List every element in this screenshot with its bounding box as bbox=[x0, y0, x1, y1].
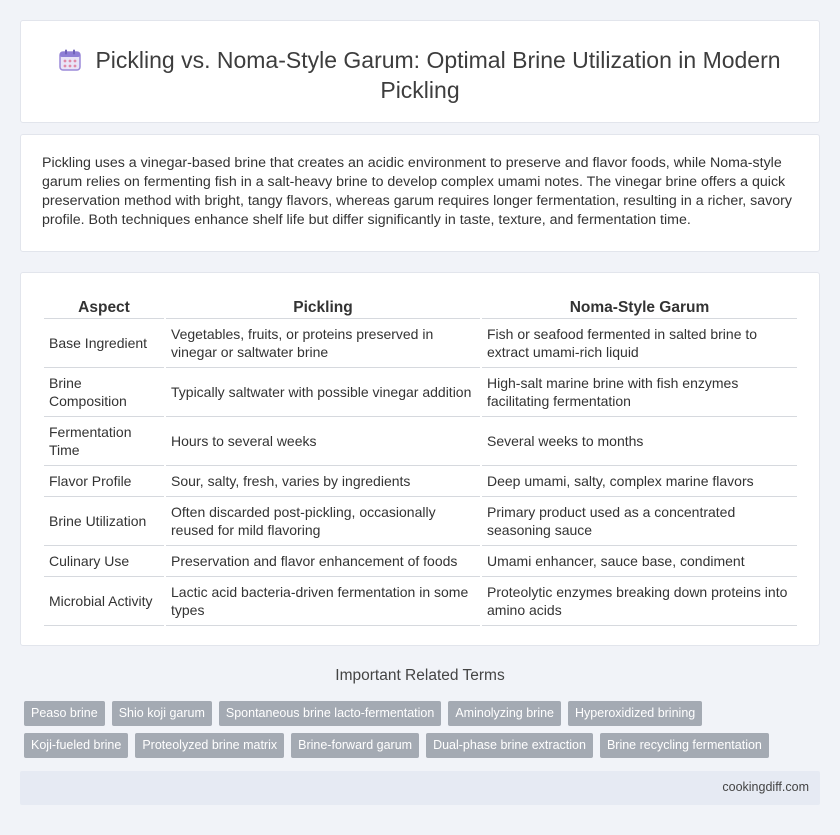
table-cell-pickling: Sour, salty, fresh, varies by ingredients bbox=[166, 466, 480, 497]
table-cell-garum: Umami enhancer, sauce base, condiment bbox=[482, 546, 797, 577]
table-cell-aspect: Culinary Use bbox=[44, 546, 164, 577]
related-term-tag[interactable]: Spontaneous brine lacto-fermentation bbox=[219, 701, 441, 726]
table-cell-aspect: Flavor Profile bbox=[44, 466, 164, 497]
table-header-row bbox=[44, 295, 797, 319]
related-term-tag[interactable]: Dual-phase brine extraction bbox=[426, 733, 593, 758]
related-term-tag[interactable]: Shio koji garum bbox=[112, 701, 212, 726]
table-row bbox=[44, 368, 797, 417]
table-row bbox=[44, 497, 797, 546]
table-cell-aspect: Microbial Activity bbox=[44, 577, 164, 626]
column-header-pickling: Pickling bbox=[166, 295, 480, 319]
table-row bbox=[44, 319, 797, 368]
table-cell-garum: Primary product used as a concentrated seasoning sauce bbox=[482, 497, 797, 546]
table-cell-garum: Fish or seafood fermented in salted brine to extract umami-rich liquid bbox=[482, 319, 797, 368]
table-cell-pickling: Hours to several weeks bbox=[166, 417, 480, 466]
calendar-icon bbox=[59, 48, 81, 70]
page-title-text: Pickling vs. Noma-Style Garum: Optimal Brine Utilization in Modern Pickling bbox=[95, 47, 781, 103]
header-card bbox=[20, 20, 820, 123]
footer-site-link[interactable]: cookingdiff.com bbox=[722, 780, 809, 794]
table-row bbox=[44, 577, 797, 626]
table-cell-pickling: Lactic acid bacteria-driven fermentation in some types bbox=[166, 577, 480, 626]
table-cell-aspect: Fermentation Time bbox=[44, 417, 164, 466]
table-cell-pickling: Typically saltwater with possible vinegar addition bbox=[166, 368, 480, 417]
table-cell-aspect: Brine Utilization bbox=[44, 497, 164, 546]
intro-paragraph: Pickling uses a vinegar-based brine that creates an acidic environment to preserve and flavor foods, while Noma-style garum relies on fermenting fish in a salt-heavy brine to develop complex umami notes. The vinegar brine offers a quick preservation method with bright, tangy flavors, whereas garum requires longer fermentation, resulting in a richer, savory profile. Both techniques enhance shelf life but differ significantly in taste, texture, and fermentation time. bbox=[42, 155, 792, 228]
table-cell-garum: Deep umami, salty, complex marine flavors bbox=[482, 466, 797, 497]
table-row bbox=[44, 546, 797, 577]
table-cell-garum: Proteolytic enzymes breaking down proteins into amino acids bbox=[482, 577, 797, 626]
table-cell-pickling: Preservation and flavor enhancement of foods bbox=[166, 546, 480, 577]
page-title bbox=[21, 45, 819, 105]
comparison-table-card bbox=[20, 272, 820, 646]
related-term-tag[interactable]: Peaso brine bbox=[24, 701, 105, 726]
related-term-tag[interactable]: Hyperoxidized brining bbox=[568, 701, 702, 726]
comparison-table bbox=[42, 295, 799, 626]
table-cell-pickling: Vegetables, fruits, or proteins preserved in vinegar or saltwater brine bbox=[166, 319, 480, 368]
footer bbox=[20, 771, 820, 805]
related-term-tag[interactable]: Koji-fueled brine bbox=[24, 733, 128, 758]
table-row bbox=[44, 466, 797, 497]
related-term-tag[interactable]: Proteolyzed brine matrix bbox=[135, 733, 284, 758]
table-cell-garum: High-salt marine brine with fish enzymes facilitating fermentation bbox=[482, 368, 797, 417]
related-term-tag[interactable]: Aminolyzing brine bbox=[448, 701, 561, 726]
column-header-aspect: Aspect bbox=[44, 295, 164, 319]
related-terms-list bbox=[24, 701, 804, 758]
table-cell-pickling: Often discarded post-pickling, occasionally reused for mild flavoring bbox=[166, 497, 480, 546]
intro-card bbox=[20, 134, 820, 252]
table-cell-aspect: Base Ingredient bbox=[44, 319, 164, 368]
related-term-tag[interactable]: Brine-forward garum bbox=[291, 733, 419, 758]
related-term-tag[interactable]: Brine recycling fermentation bbox=[600, 733, 769, 758]
column-header-garum: Noma-Style Garum bbox=[482, 295, 797, 319]
table-cell-aspect: Brine Composition bbox=[44, 368, 164, 417]
table-cell-garum: Several weeks to months bbox=[482, 417, 797, 466]
related-terms-heading: Important Related Terms bbox=[335, 667, 505, 684]
table-row bbox=[44, 417, 797, 466]
